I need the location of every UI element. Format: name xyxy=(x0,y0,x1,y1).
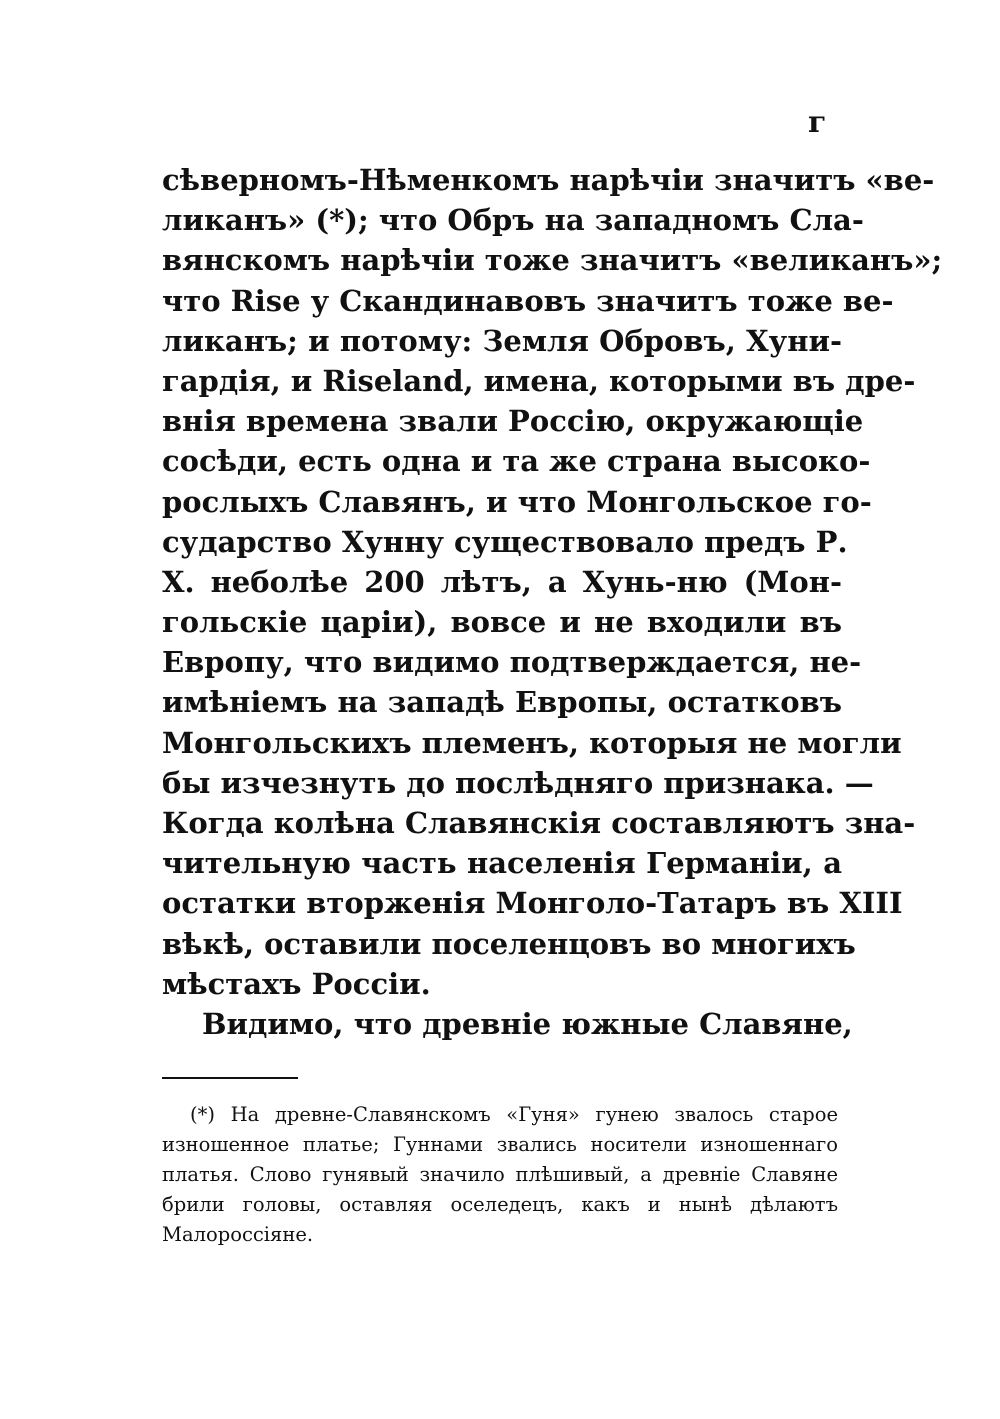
footnote xyxy=(162,1100,838,1250)
text-line: Европу, что видимо подтверждается, не- xyxy=(162,645,862,680)
paragraph-start-line: Видимо, что древніе южные Славяне, xyxy=(202,1006,853,1041)
footnote-divider xyxy=(162,1077,298,1079)
text-line: гардія, и Riseland, имена, которыми въ дре- xyxy=(162,363,916,398)
text-line: Монгольскихъ племенъ, которыя не могли xyxy=(162,725,902,760)
footnote-line: брили головы, оставляя оселедецъ, какъ и нынѣ дѣлаютъ xyxy=(162,1193,838,1216)
text-line: имѣніемъ на западѣ Европы, остатковъ xyxy=(162,685,842,720)
footnote-line: (*) На древне-Славянскомъ «Гуня» гунею звалось старое xyxy=(190,1103,838,1126)
text-line: чительную часть населенія Германіи, а xyxy=(162,846,842,881)
text-line: Когда колѣна Славянскія составляютъ зна- xyxy=(162,806,916,840)
footnote-line: Малороссіяне. xyxy=(162,1223,314,1246)
text-line: гольскіе царіи), вовсе и не входили въ xyxy=(162,605,842,640)
footnote-line: изношенное платье; Гуннами звались носители изношеннаго xyxy=(162,1133,838,1156)
text-line: бы изчезнуть до послѣдняго признака. — xyxy=(162,765,874,800)
text-line: сударство Хунну существовало предъ Р. xyxy=(162,524,848,559)
text-line: вѣкѣ, оставили поселенцовъ во многихъ xyxy=(162,926,856,961)
body-text xyxy=(162,160,943,1044)
text-line: ликанъ; и потому: Земля Обровъ, Хуни- xyxy=(162,323,842,358)
text-line: сѣверномъ-Нѣменкомъ нарѣчіи значитъ «ве- xyxy=(162,163,935,197)
text-line: внія времена звали Россію, окружающіе xyxy=(162,404,864,439)
paragraph-end-line: мѣстахъ Россіи. xyxy=(162,966,431,1001)
text-line: что Rise у Скандинавовъ значитъ тоже ве- xyxy=(162,283,894,318)
text-line: ликанъ» (*); что Обръ на западномъ Сла- xyxy=(162,203,864,238)
page-number: г xyxy=(808,105,827,140)
text-line: сосѣди, есть одна и та же страна высоко- xyxy=(162,444,871,479)
footnote-line: платья. Слово гунявый значило плѣшивый, а древніе Славяне xyxy=(162,1163,838,1186)
text-line: вянскомъ нарѣчіи тоже значитъ «великанъ»; xyxy=(162,243,943,278)
text-line: остатки вторженія Монголо-Татаръ въ XIII xyxy=(162,886,903,921)
text-line: Х. неболѣе 200 лѣтъ, а Хунь-ню (Мон- xyxy=(162,564,842,599)
text-line: рослыхъ Славянъ, и что Монгольское го- xyxy=(162,484,872,519)
